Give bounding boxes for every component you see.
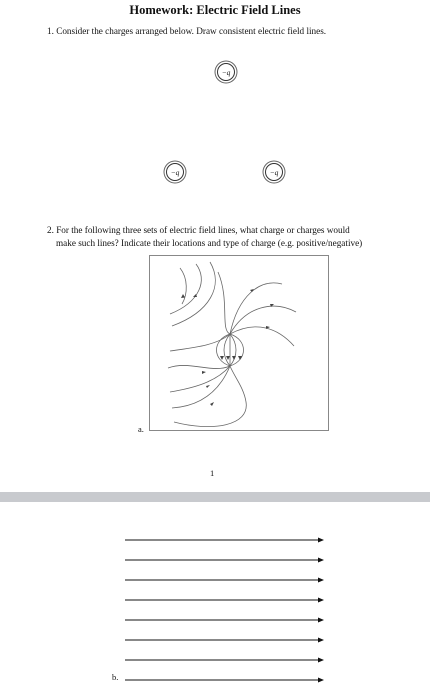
page-number: 1	[210, 468, 215, 478]
question-2-line-1: 2. For the following three sets of electric field lines, what charge or charges would	[47, 225, 350, 235]
field-line	[172, 262, 215, 326]
question-2-text	[47, 224, 397, 250]
figure-a-label: a.	[138, 424, 144, 434]
field-line	[168, 365, 230, 368]
field-lines-figure-b	[0, 502, 430, 700]
field-lines-a-svg	[150, 256, 329, 431]
field-arrow	[220, 356, 224, 360]
field-line	[218, 272, 230, 334]
charge-top-label: −q	[221, 67, 231, 77]
charge-right-label: −q	[269, 167, 279, 177]
field-line	[174, 366, 246, 427]
question-2-line-2: make such lines? Indicate their locations and type of charge (e.g. positive/negative)	[56, 238, 363, 248]
page-title: Homework: Electric Field Lines	[129, 3, 301, 17]
field-arrow	[226, 356, 230, 360]
charge-top	[217, 63, 235, 81]
field-line	[170, 366, 230, 392]
field-arrow	[181, 294, 185, 298]
field-line	[230, 283, 282, 334]
charge-left	[166, 163, 184, 181]
field-lines-figure-a	[149, 255, 329, 431]
field-line	[172, 366, 230, 408]
field-line	[230, 334, 244, 366]
field-line	[170, 334, 230, 351]
charge-left-label: −q	[170, 167, 180, 177]
page-divider	[0, 492, 430, 502]
field-arrow	[206, 385, 210, 388]
field-line	[230, 327, 294, 346]
field-arrow	[202, 371, 206, 374]
field-line	[224, 334, 230, 366]
field-line	[170, 264, 201, 314]
field-arrow	[232, 356, 236, 360]
field-line	[230, 334, 236, 366]
field-line	[180, 268, 186, 304]
question-1-text: 1. Consider the charges arranged below. Draw consistent electric field lines.	[47, 26, 327, 36]
figure-b-label: b.	[112, 672, 119, 682]
charge-right	[265, 163, 283, 181]
field-arrow	[210, 402, 214, 406]
